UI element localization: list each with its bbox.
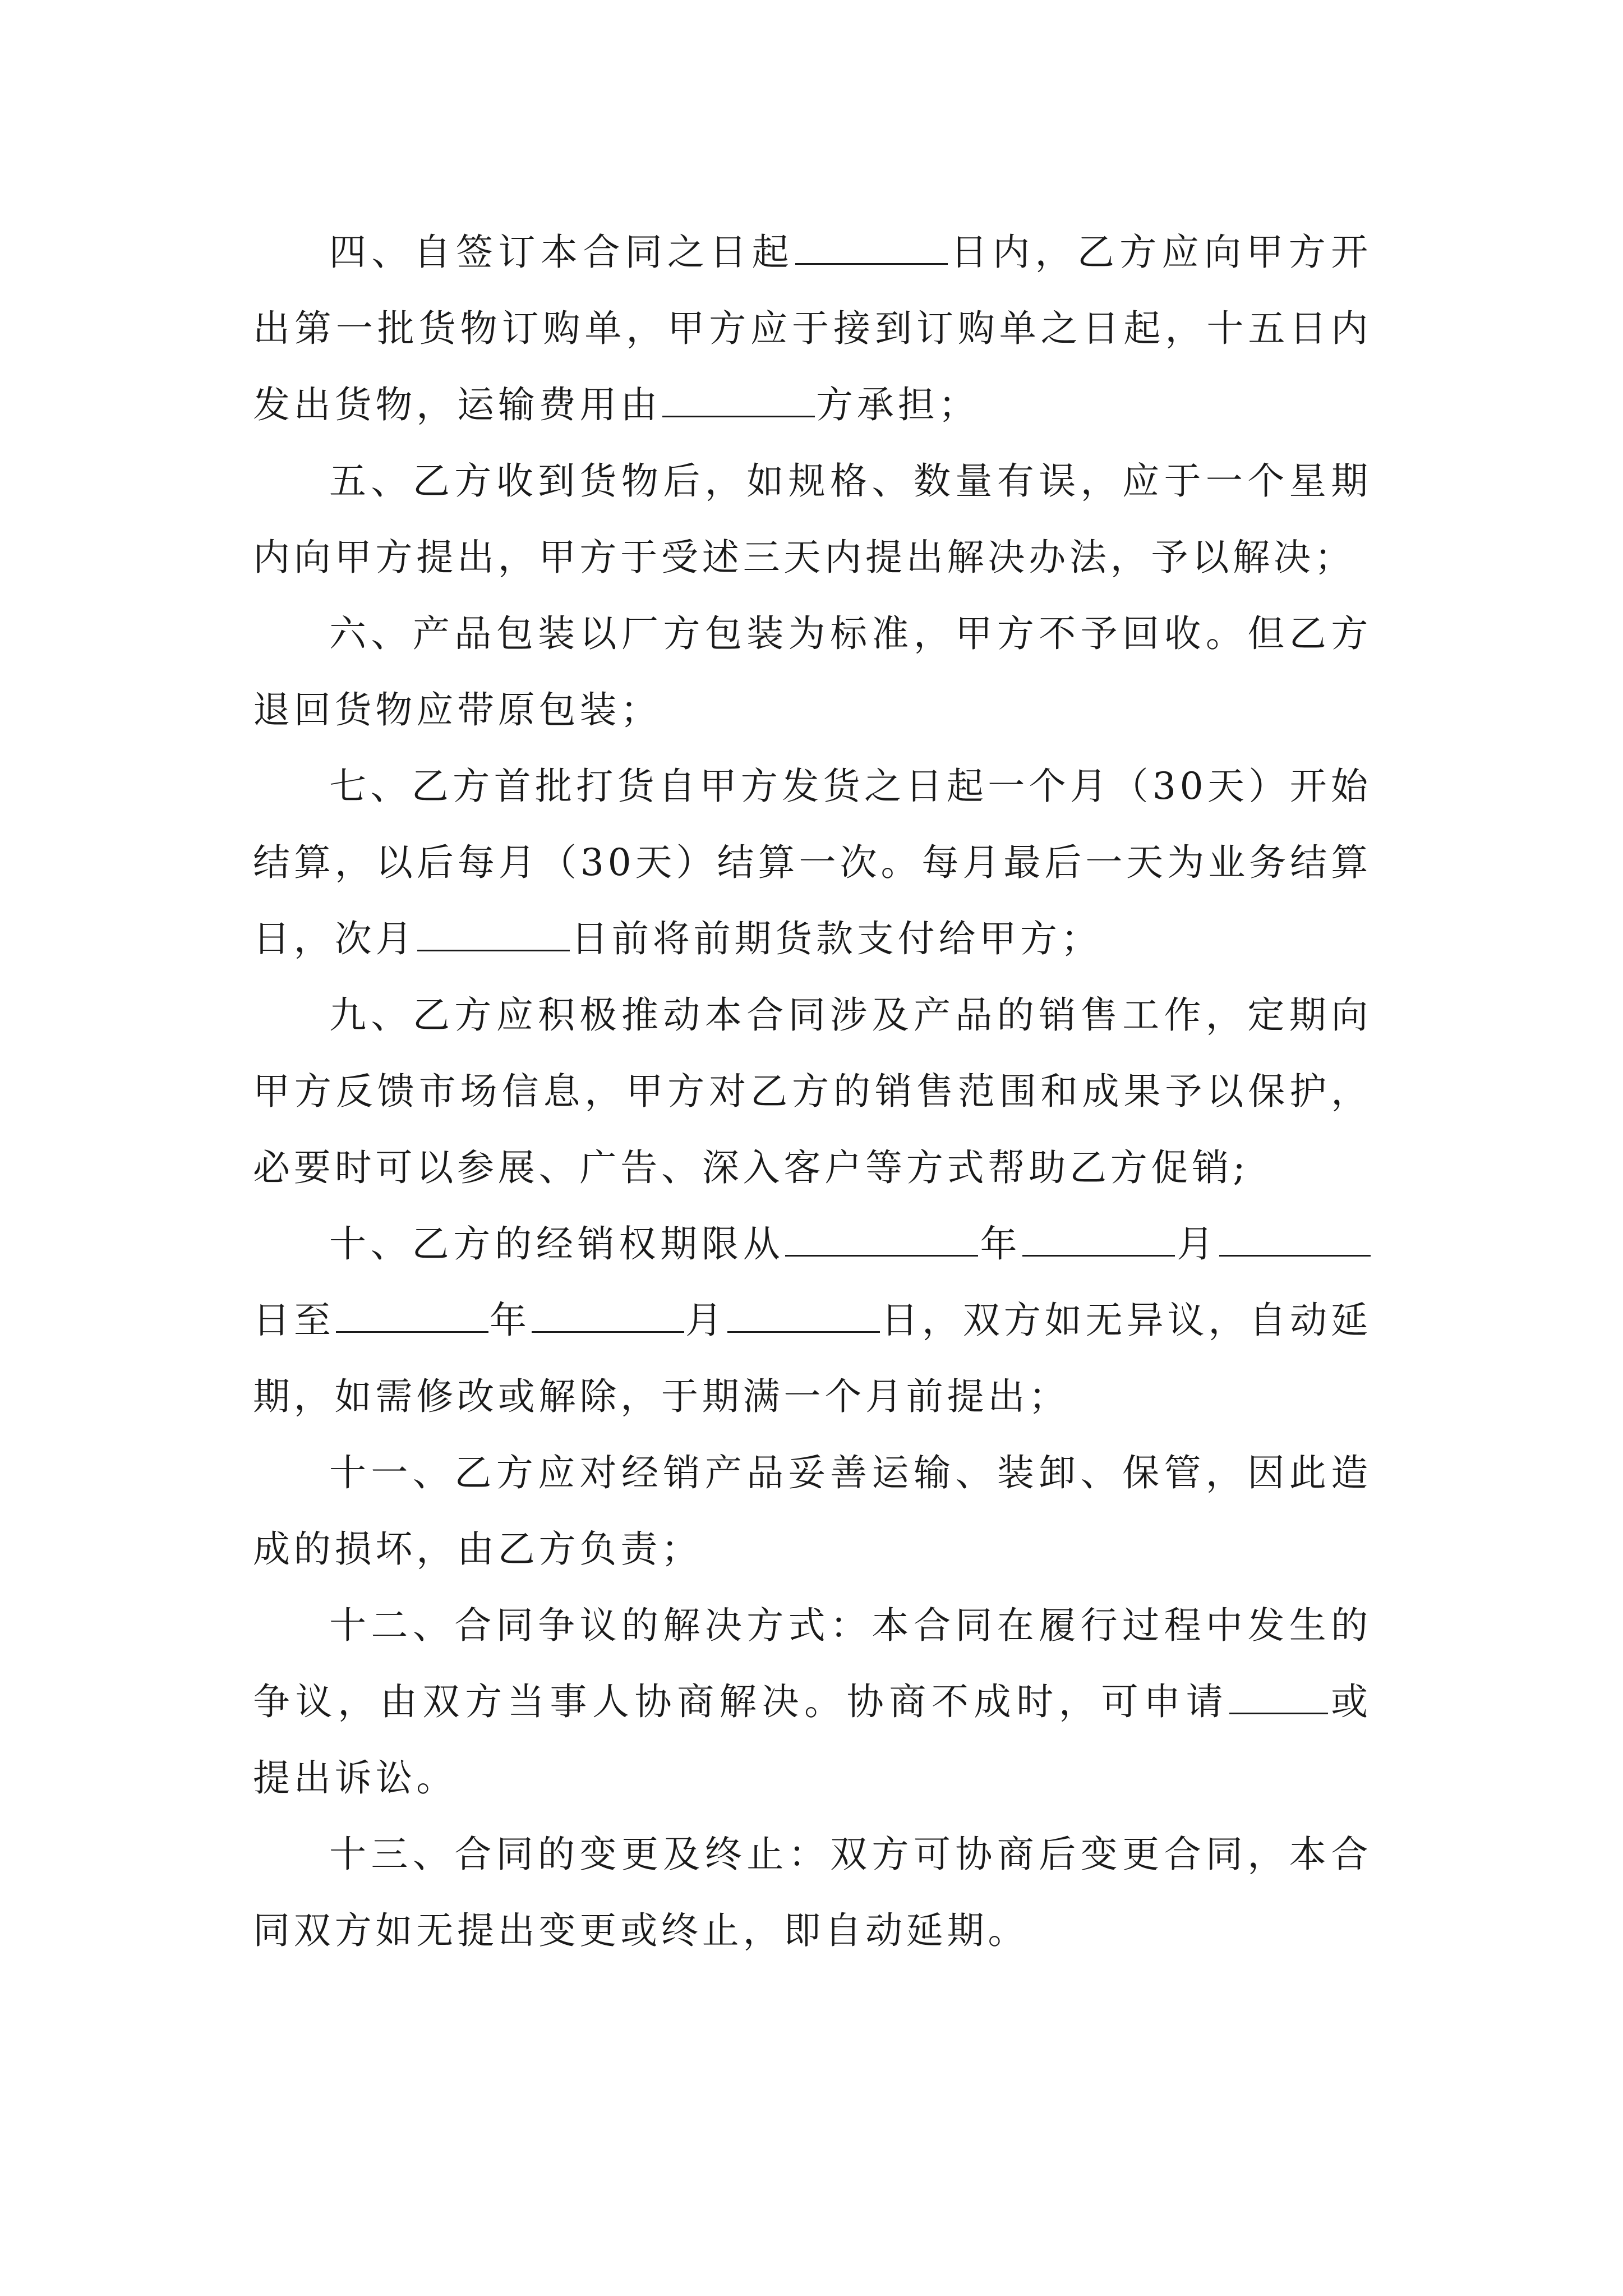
blank-line (662, 383, 815, 417)
clause-text: 日至 (253, 1299, 335, 1342)
clause-twelve (253, 1588, 1372, 1816)
clause-nine (253, 977, 1372, 1206)
clause-text: 或提出诉讼。 (253, 1680, 1372, 1800)
clause-ten (253, 1206, 1372, 1435)
blank-line (1022, 1222, 1175, 1257)
clause-text: 九、乙方应积极推动本合同涉及产品的销售工作，定期向甲方反馈市场信息，甲方对乙方的销售范围和成果予以保护，必要时可以参展、广告、深入客户等方式帮助乙方促销; (253, 993, 1372, 1189)
clause-eleven (253, 1435, 1372, 1588)
blank-line (795, 231, 948, 265)
blank-line (1219, 1222, 1371, 1257)
blank-line (1229, 1680, 1328, 1714)
clause-text: 十二、合同争议的解决方式：本合同在履行过程中发生的争议，由双方当事人协商解决。协商不成时，可申请 (253, 1604, 1372, 1723)
clause-text: 七、乙方首批打货自甲方发货之日起一个月（30天）开始结算，以后每月（30天）结算一次。每月最后一天为业务结算日，次月 (253, 765, 1372, 960)
clause-text: 日内，乙方应向甲方开出第一批货物订购单，甲方应于接到订购单之日起，十五日内发出货物，运输费用由 (253, 231, 1372, 426)
document-body (253, 214, 1372, 1969)
blank-line (336, 1299, 488, 1333)
clause-four (253, 214, 1372, 443)
clause-text: 十一、乙方应对经销产品妥善运输、装卸、保管，因此造成的损坏，由乙方负责； (253, 1451, 1372, 1571)
clause-thirteen (253, 1816, 1372, 1969)
clause-text: 日，双方如无异议，自动延期，如需修改或解除，于期满一个月前提出； (253, 1299, 1372, 1418)
clause-five (253, 443, 1372, 596)
clause-text: 方承担； (816, 383, 980, 426)
clause-text: 月 (1176, 1222, 1218, 1266)
clause-text: 六、产品包装以厂方包装为标准，甲方不予回收。但乙方退回货物应带原包装； (253, 612, 1372, 731)
blank-line (785, 1222, 978, 1257)
blank-line (727, 1299, 880, 1333)
clause-text: 十、乙方的经销权期限从 (329, 1222, 785, 1266)
clause-text: 五、乙方收到货物后，如规格、数量有误，应于一个星期内向甲方提出，甲方于受述三天内提出解决办法，予以解决； (253, 459, 1372, 579)
clause-text: 月 (685, 1299, 726, 1342)
clause-text: 年 (979, 1222, 1022, 1266)
clause-six (253, 596, 1372, 748)
blank-line (532, 1299, 684, 1333)
blank-line (417, 917, 570, 951)
clause-text: 日前将前期货款支付给甲方； (571, 917, 1102, 960)
clause-text: 十三、合同的变更及终止：双方可协商后变更合同，本合同双方如无提出变更或终止，即自动延期。 (253, 1833, 1372, 1952)
clause-seven (253, 748, 1372, 977)
clause-text: 年 (489, 1299, 531, 1342)
clause-text: 四、自签订本合同之日起 (329, 231, 795, 274)
